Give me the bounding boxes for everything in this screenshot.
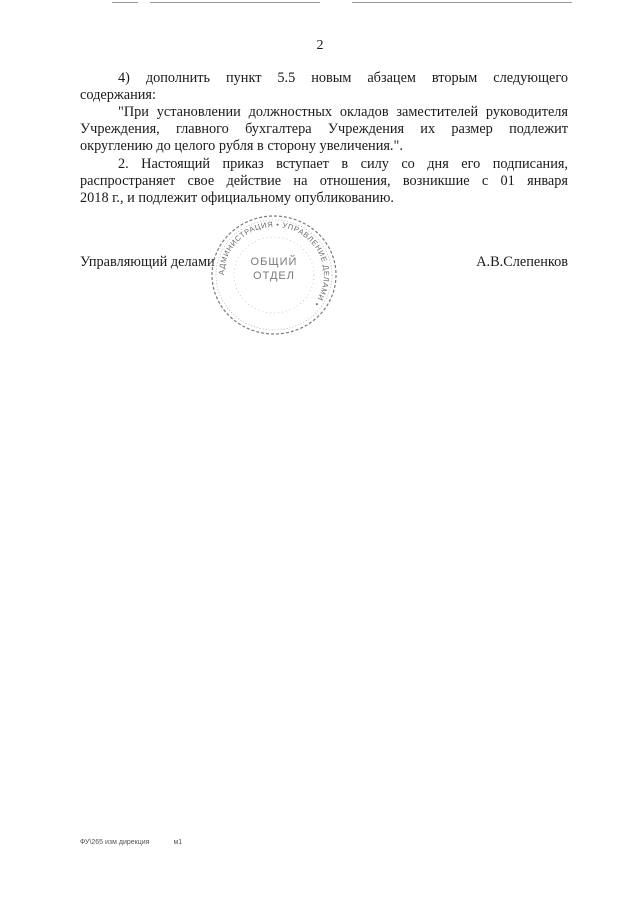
paragraph-item-2 bbox=[80, 156, 568, 207]
signatory-name: А.В.Слепенков bbox=[476, 254, 568, 270]
paragraph-item-4 bbox=[80, 70, 568, 104]
stamp-center-line1: ОБЩИЙ bbox=[250, 256, 298, 268]
scan-edge-line bbox=[352, 2, 572, 3]
paragraph-line: "При установлении должностных окладов заместителей руководителя bbox=[118, 104, 568, 120]
page-number: 2 bbox=[316, 38, 324, 53]
paragraph-line: Учреждения, главного бухгалтера Учреждения их размер подлежит bbox=[80, 121, 568, 137]
signatory-title: Управляющий делами bbox=[80, 254, 215, 270]
footer-text: ФУ\265 изм дирекция bbox=[80, 839, 150, 846]
paragraph-line: округлению до целого рубля в сторону увеличения.". bbox=[80, 138, 403, 154]
document-footer bbox=[80, 838, 182, 847]
stamp-ring-text: АДМИНИСТРАЦИЯ • УПРАВЛЕНИЕ ДЕЛАМИ • bbox=[216, 219, 332, 309]
scan-edge-line bbox=[112, 2, 138, 3]
footer-mark: м1 bbox=[173, 839, 183, 846]
paragraph-line: распространяет свое действие на отношения, возникшие с 01 января bbox=[80, 173, 568, 189]
paragraph-quote bbox=[80, 104, 568, 155]
paragraph-line: содержания: bbox=[80, 87, 156, 103]
paragraph-line: 2018 г., и подлежит официальному опубликованию. bbox=[80, 190, 394, 206]
scan-edge-line bbox=[150, 2, 320, 3]
paragraph-line: 2. Настоящий приказ вступает в силу со дня его подписания, bbox=[118, 156, 568, 172]
paragraph-line: 4) дополнить пункт 5.5 новым абзацем вторым следующего bbox=[118, 70, 568, 86]
official-stamp bbox=[208, 212, 340, 338]
stamp-center-line2: ОТДЕЛ bbox=[253, 270, 295, 282]
